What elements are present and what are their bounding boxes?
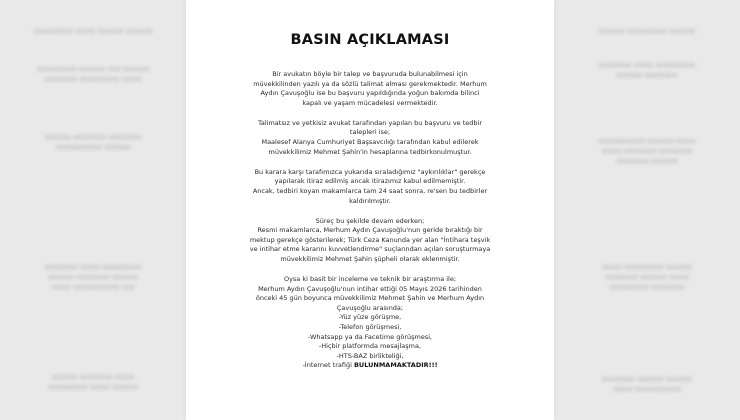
text-line: talepleri ise; [349,128,391,137]
list-item: -HTS-BAZ birlikteliği, [336,351,404,360]
paragraph-investigation [222,217,518,265]
list-item-final-prefix: -İnternet trafiği [302,361,354,370]
text-line: Süreç bu şekilde devam ederken; [315,216,425,225]
text-line: Resmi makamlarca, Merhum Aydın Çavuşoğlu'nun geride bıraktığı bir [257,226,483,235]
text-line: Bir avukatın böyle bir talep ve başvuruda bulunabilmesi için [272,70,468,78]
blurred-background-left: ▬▬▬▬▬▬ ▬▬▬ ▬▬▬▬ ▬▬▬▬ ▬▬▬▬▬▬ ▬▬▬▬ ▬▬ ▬▬▬▬ ▬▬▬▬▬ ▬▬▬▬▬▬ ▬▬▬ ▬▬▬▬ ▬▬▬▬▬ ▬▬▬▬▬ ▬▬▬▬▬▬▬ ▬▬▬▬ ▬▬▬▬▬ ▬▬▬ ▬▬▬▬▬▬ ▬▬▬▬ ▬▬▬▬▬ ▬▬▬▬ ▬▬▬ ▬▬▬▬▬▬▬ ▬▬ ▬▬▬▬ ▬▬▬▬▬ ▬▬▬ ▬▬▬▬▬▬ ▬▬▬ ▬▬▬▬ [0,0,186,420]
paragraph-technical-research [222,275,518,371]
list-item: -Telefon görüşmesi, [338,323,402,332]
list-item: -Whatsapp ya da Facetime görüşmesi, [307,332,433,341]
text-line: Oysa ki basit bir inceleme ve teknik bir araştırma ile; [283,275,457,284]
paragraph-unauthorized-application [222,119,518,157]
text-line: mektup gerekçe gösterilerek; Türk Ceza Kanunda yer alan "İntihara teşvik [249,235,491,244]
text-line: Ancak, tedbiri koyan makamlarca tam 24 saat sonra, re'sen bu tedbirler [252,186,488,195]
document-title: BASIN AÇIKLAMASI [290,32,450,48]
list-item-final [222,361,518,371]
text-line: müvekkilimiz Mehmet Şahin'in hesaplarına tedbirkonulmuştur. [268,147,472,156]
press-release-page [186,0,554,420]
text-line: yapılarak itiraz edilmiş ancak itirazımız kabul edilmemiştir. [274,177,466,186]
blurred-background-right: ▬▬▬▬ ▬▬▬▬▬▬ ▬▬▬▬ ▬▬▬▬▬ ▬▬▬ ▬▬▬▬▬▬ ▬▬▬▬ ▬▬▬▬▬ ▬▬▬▬▬▬▬ ▬▬▬▬ ▬▬▬ ▬▬▬ ▬▬▬▬▬ ▬▬▬▬▬ ▬▬▬▬▬ ▬▬▬▬ ▬▬▬ ▬▬▬▬▬▬ ▬▬▬▬ ▬▬▬▬▬ ▬▬▬▬ ▬▬▬ ▬▬▬▬▬▬ ▬▬▬▬▬ ▬▬▬▬▬ ▬▬▬▬ ▬▬▬▬ ▬▬▬ ▬▬▬▬▬▬▬ [554,0,740,420]
text-line: Maalesef Alanya Cumhuriyet Başsavcılığı tarafından kabul edilerek [261,138,479,147]
text-line: Aydın Çavuşoğlu ise bu başvuru yapıldığında yoğun bakımda bilinci [260,89,480,98]
text-line: kapalı ve yaşam mücadelesi vermektedir. [302,98,438,107]
text-line: Talimatsız ve yetkisiz avukat tarafından yapılan bu başvuru ve tedbir [257,118,483,127]
paragraph-instruction-requirement [222,70,518,108]
text-line: Çavuşoğlu arasında; [336,303,404,312]
text-line: Merhum Aydın Çavuşoğlu'nun intihar ettiği 05 Mayıs 2026 tarihinden [258,284,482,293]
text-line: müvekkilinden yazılı ya da sözlü talimat alması gerekmektedir. Merhum [253,79,487,88]
list-item: -Hiçbir platformda mesajlaşma, [318,342,422,351]
text-line: önceki 45 gün boyunca müvekkilimiz Mehmet Şahin ve Merhum Aydın [255,294,485,303]
text-line: müvekkilimiz Mehmet Şahin şüpheli olarak eklenmiştir. [280,255,460,263]
emphasis-text: BULUNMAMAKTADIR!!! [353,361,438,370]
text-line: ve intihar etme kararını kuvvetlendirme" suçlarından açılan soruşturmaya [249,245,491,254]
list-item: -Yüz yüze görüşme, [338,313,402,322]
document-body [222,70,518,371]
text-line: kaldırılmıştır. [349,196,391,205]
paragraph-objection [222,168,518,206]
text-line: Bu karara karşı tarafımızca yukarıda sıraladığımız "aykırılıklar" gerekçe [254,167,486,176]
